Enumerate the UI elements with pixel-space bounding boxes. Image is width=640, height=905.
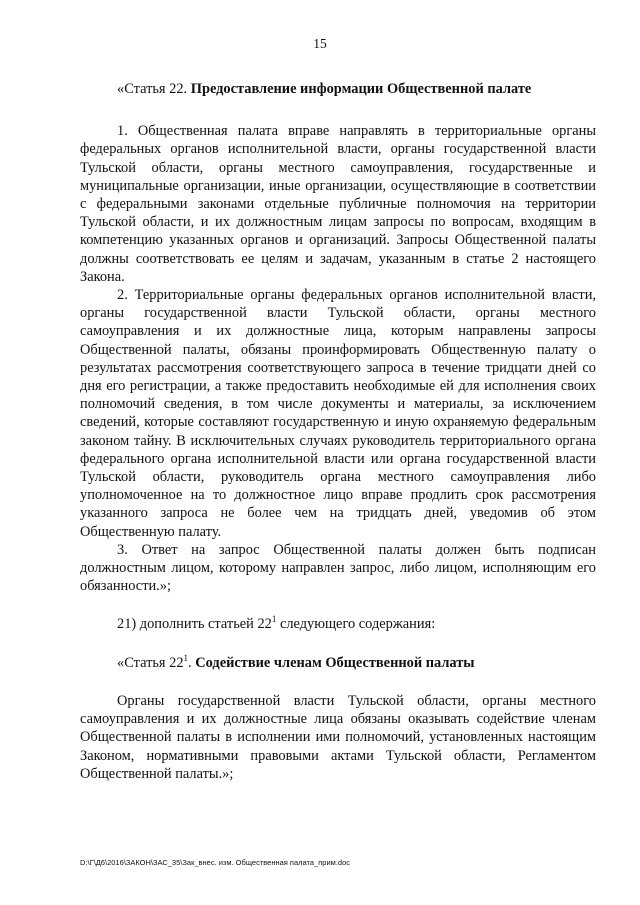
article-22-heading [80, 80, 596, 98]
amendment-21-text-after: следующего содержания: [276, 616, 436, 633]
amendment-item-21 [80, 615, 596, 633]
document-body [80, 80, 596, 783]
article-22-1-title: Содействие членам Общественной палаты [195, 654, 475, 671]
page-number: 15 [313, 36, 327, 51]
article-22-1-superscript: 1 [183, 652, 189, 663]
article-22-paragraph-1: 1. Общественная палата вправе направлять в территориальные органы федеральных органов исполнительной власти, органы государственной власти Тульской области, органы местного самоуправления, государственные и муниципальные организации, иные организации, осуществляющие в соответствии с федеральными законами отдельные публичные полномочия на территории Тульской области, и их должностным лицам запросы по вопросам, входящим в компетенцию указанных органов и организаций. Запросы Общественной палаты должны соответствовать ее целям и задачам, указанным в статье 2 настоящего Закона. [80, 123, 596, 285]
article-22-title: Предоставление информации Общественной палате [190, 81, 532, 97]
article-22-1-heading [80, 654, 596, 672]
article-22-1-paragraph: Органы государственной власти Тульской области, органы местного самоуправления и их должностные лица обязаны оказывать содействие членам Общественной палаты в исполнении ими полномочий, установленных настоящим Законом, нормативными правовыми актами Тульской области, Регламентом Общественной палаты.»; [80, 692, 596, 782]
amendment-21-superscript: 1 [271, 614, 277, 625]
footer-file-path: D:\Г\Д6\2016\ЗАКОН\ЗАС_35\Зак_внес. изм. Общественная палата_прим.doc [80, 858, 350, 867]
article-22-1-prefix-after: . [188, 654, 196, 671]
article-22-paragraph-2: 2. Территориальные органы федеральных органов исполнительной власти, органы государственной власти Тульской области, органы местного самоуправления и их должностные лица, которым направлены запросы Общественной палаты, обязаны проинформировать Общественную палату о результатах рассмотрения соответствующего запроса в течение тридцати дней со дня его регистрации, а также предоставить необходимые ей для исполнения своих полномочий сведения, в том числе документы и материалы, за исключением сведений, которые составляют государственную и иную охраняемую федеральным законом тайну. В исключительных случаях руководитель территориального органа федерального органа исполнительной власти или органа государственной власти Тульской области, руководитель органа местного самоуправления либо уполномоченное на то должностное лицо вправе продлить срок рассмотрения указанного запроса не более чем на тридцать дней, уведомив об этом Общественную палату. [80, 287, 596, 540]
article-22-prefix: «Статья 22. [117, 81, 191, 97]
article-22-1-prefix: «Статья 22 [117, 654, 184, 671]
article-22-paragraph-3: 3. Ответ на запрос Общественной палаты должен быть подписан должностным лицом, которому направлен запрос, либо лицом, исполняющим его обязанности.»; [80, 541, 596, 595]
amendment-21-text-before: 21) дополнить статьей 22 [117, 616, 272, 633]
